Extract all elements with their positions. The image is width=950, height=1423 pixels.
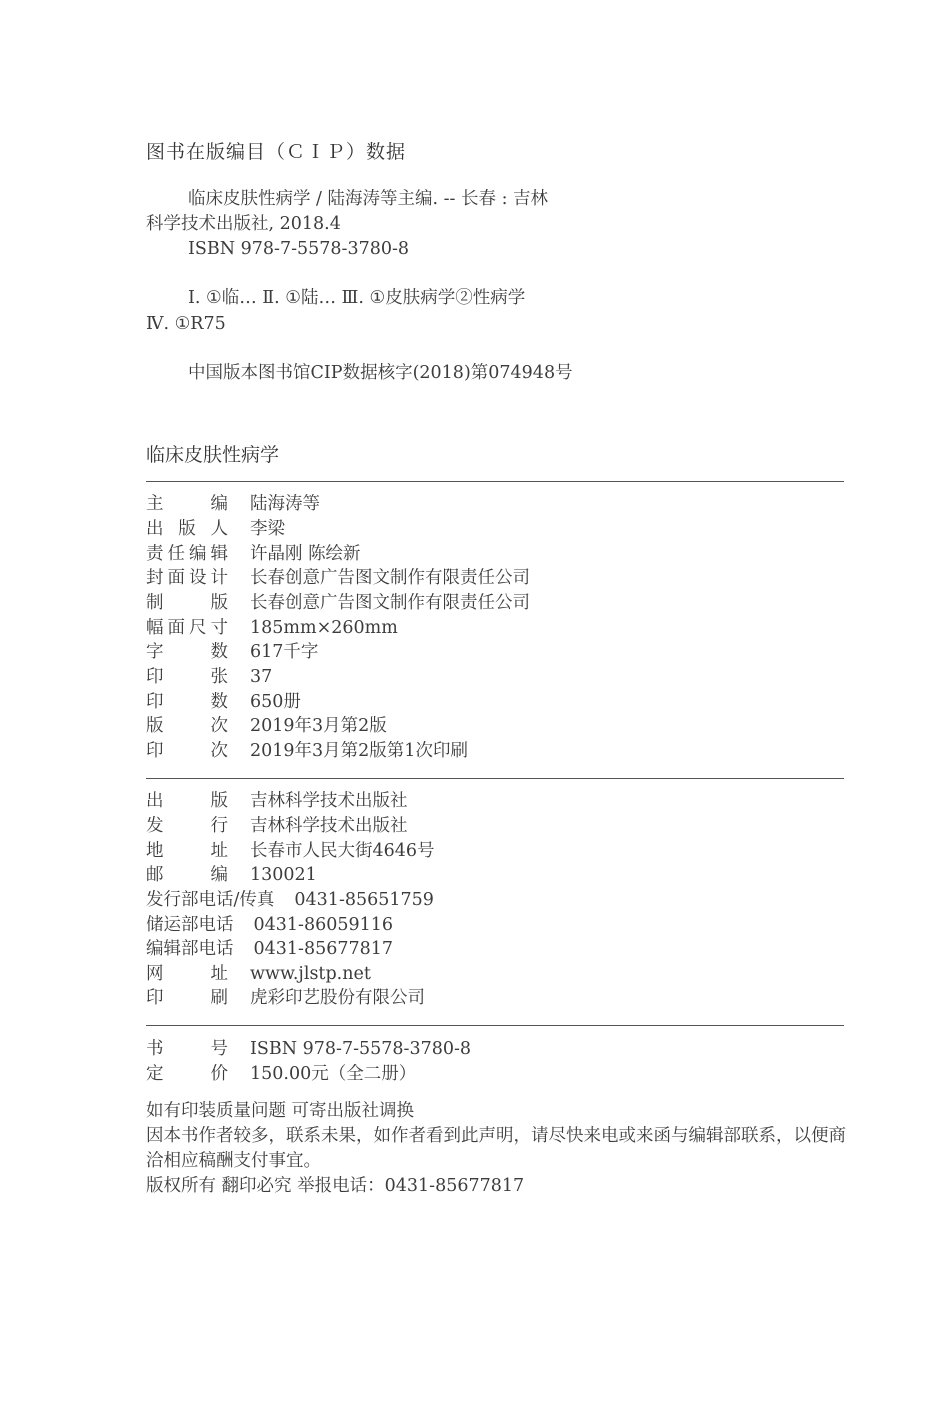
publisher-row: 印刷 虎彩印艺股份有限公司 [146, 988, 425, 1008]
credit-row: 印次 2019年3月第2版第1次印刷 [146, 741, 468, 761]
credit-row: 印数 650册 [146, 692, 301, 712]
price-row: 定价 150.00元（全二册） [146, 1064, 417, 1084]
contact-row: 发行部电话/传真 0431-85651759 [146, 890, 434, 910]
publisher-row: 网址 www.jlstp.net [146, 964, 371, 984]
credit-row: 主编 陆海涛等 [146, 494, 320, 514]
authors-notice: 因本书作者较多，联系未果，如作者看到此声明，请尽快来电或来函与编辑部联系，以便商洽相应稿酬支付事宜。 [146, 1126, 846, 1171]
credit-row: 责任编辑 许晶刚 陈绘新 [146, 544, 361, 564]
credit-row: 出版人 李梁 [146, 519, 285, 539]
cip-classification-cont: Ⅳ. ①R75 [146, 314, 226, 334]
book-title: 临床皮肤性病学 [146, 444, 280, 466]
cip-classification: Ⅰ. ①临… Ⅱ. ①陆… Ⅲ. ①皮肤病学②性病学 [188, 288, 526, 308]
cip-record-number: 中国版本图书馆CIP数据核字(2018)第074948号 [188, 363, 573, 383]
cip-line-publisher: 科学技术出版社, 2018.4 [146, 214, 341, 234]
cip-line-title: 临床皮肤性病学 / 陆海涛等主编. -- 长春 : 吉林 [188, 189, 549, 209]
credit-row: 字数 617千字 [146, 642, 319, 662]
cip-isbn: ISBN 978-7-5578-3780-8 [188, 239, 410, 259]
divider [146, 481, 844, 482]
contact-row: 储运部电话 0431-86059116 [146, 915, 394, 935]
publisher-row: 邮编 130021 [146, 865, 317, 885]
cip-heading: 图书在版编目（ＣＩＰ）数据 [146, 141, 407, 163]
publisher-row: 发行 吉林科学技术出版社 [146, 816, 408, 836]
isbn-row: 书号 ISBN 978-7-5578-3780-8 [146, 1039, 472, 1059]
copyright-notice: 版权所有 翻印必究 举报电话：0431-85677817 [146, 1176, 525, 1196]
publisher-row: 出版 吉林科学技术出版社 [146, 791, 408, 811]
divider [146, 778, 844, 779]
publisher-row: 地址 长春市人民大街4646号 [146, 841, 435, 861]
credit-row: 版次 2019年3月第2版 [146, 716, 387, 736]
credit-row: 封面设计 长春创意广告图文制作有限责任公司 [146, 568, 530, 588]
quality-notice: 如有印装质量问题 可寄出版社调换 [146, 1101, 415, 1121]
divider [146, 1025, 844, 1026]
credit-row: 制版 长春创意广告图文制作有限责任公司 [146, 593, 530, 613]
contact-row: 编辑部电话 0431-85677817 [146, 939, 394, 959]
credit-row: 印张 37 [146, 667, 273, 687]
credit-row: 幅面尺寸 185mm×260mm [146, 618, 398, 638]
